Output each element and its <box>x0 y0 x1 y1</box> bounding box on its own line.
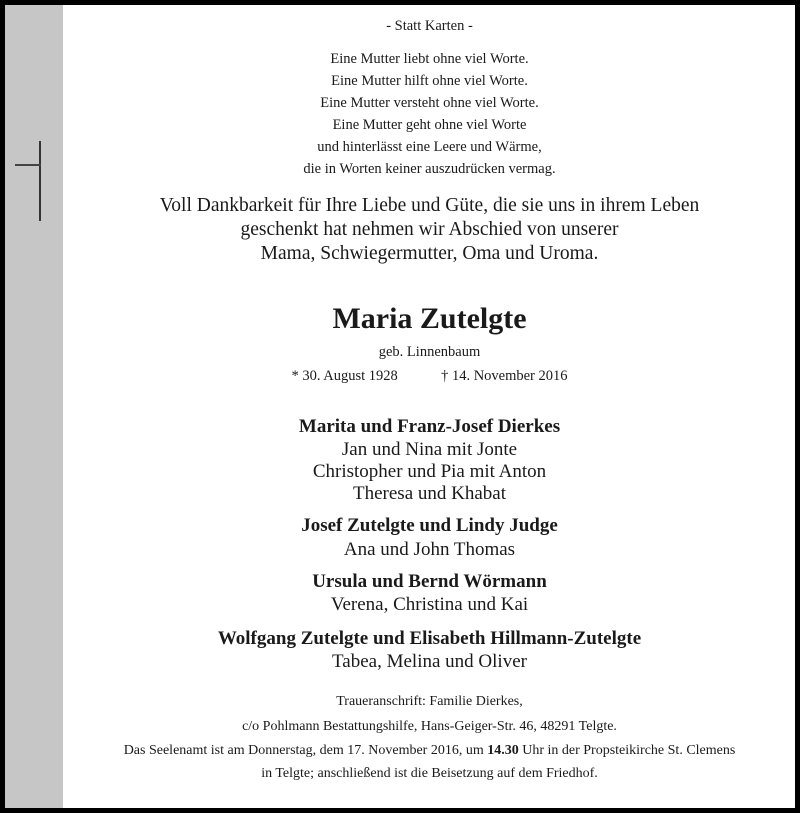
poem-line: und hinterlässt eine Leere und Wärme, <box>317 139 542 155</box>
family-head: Marita und Franz-Josef Dierkes <box>298 416 561 437</box>
family-member: Tabea, Melina und Oliver <box>332 651 527 672</box>
service-text: Das Seelenamt ist am Donnerstag, dem 17. November 2016, um <box>123 743 488 758</box>
poem-line: Eine Mutter versteht ohne viel Worte. <box>320 95 539 111</box>
poem-line: Eine Mutter hilft ohne viel Worte. <box>331 73 528 89</box>
cross-icon-bar <box>15 164 41 166</box>
obituary-content <box>64 5 795 808</box>
life-dates <box>64 368 795 385</box>
poem-line: Eine Mutter liebt ohne viel Worte. <box>330 51 529 67</box>
birth-date: * 30. August 1928 <box>291 368 398 384</box>
service-info-2: in Telgte; anschließend ist die Beisetzung auf dem Friedhof. <box>261 766 598 781</box>
cross-icon <box>39 141 41 221</box>
intro-line: Voll Dankbarkeit für Ihre Liebe und Güte, die sie uns in ihrem Leben <box>159 195 700 216</box>
header-text: - Statt Karten - <box>386 18 473 34</box>
service-time: 14.30 <box>487 743 519 758</box>
family-head: Ursula und Bernd Wörmann <box>312 571 547 592</box>
intro-line: Mama, Schwiegermutter, Oma und Uroma. <box>260 243 599 264</box>
poem-line: die in Worten keiner auszudrücken vermag. <box>303 161 556 177</box>
family-head: Josef Zutelgte und Lindy Judge <box>301 515 558 536</box>
family-member: Ana und John Thomas <box>343 539 516 560</box>
obituary-page <box>5 5 795 808</box>
poem-line: Eine Mutter geht ohne viel Worte <box>332 117 527 133</box>
address-line: c/o Pohlmann Bestattungshilfe, Hans-Geiger-Str. 46, 48291 Telgte. <box>242 719 617 734</box>
family-member: Christopher und Pia mit Anton <box>312 461 547 482</box>
family-member: Theresa und Khabat <box>353 483 506 504</box>
side-stripe <box>5 5 63 808</box>
family-head: Wolfgang Zutelgte und Elisabeth Hillmann-Zutelgte <box>217 628 642 649</box>
maiden-name: geb. Linnenbaum <box>378 344 481 360</box>
family-member: Verena, Christina und Kai <box>330 594 529 615</box>
deceased-name: Maria Zutelgte <box>332 302 527 335</box>
death-date: † 14. November 2016 <box>441 368 568 384</box>
intro-line: geschenkt hat nehmen wir Abschied von unserer <box>240 219 619 240</box>
service-info <box>64 743 795 759</box>
family-member: Jan und Nina mit Jonte <box>341 439 518 460</box>
service-text: Uhr in der Propsteikirche St. Clemens <box>518 743 736 758</box>
address-line: Traueranschrift: Familie Dierkes, <box>336 694 523 709</box>
